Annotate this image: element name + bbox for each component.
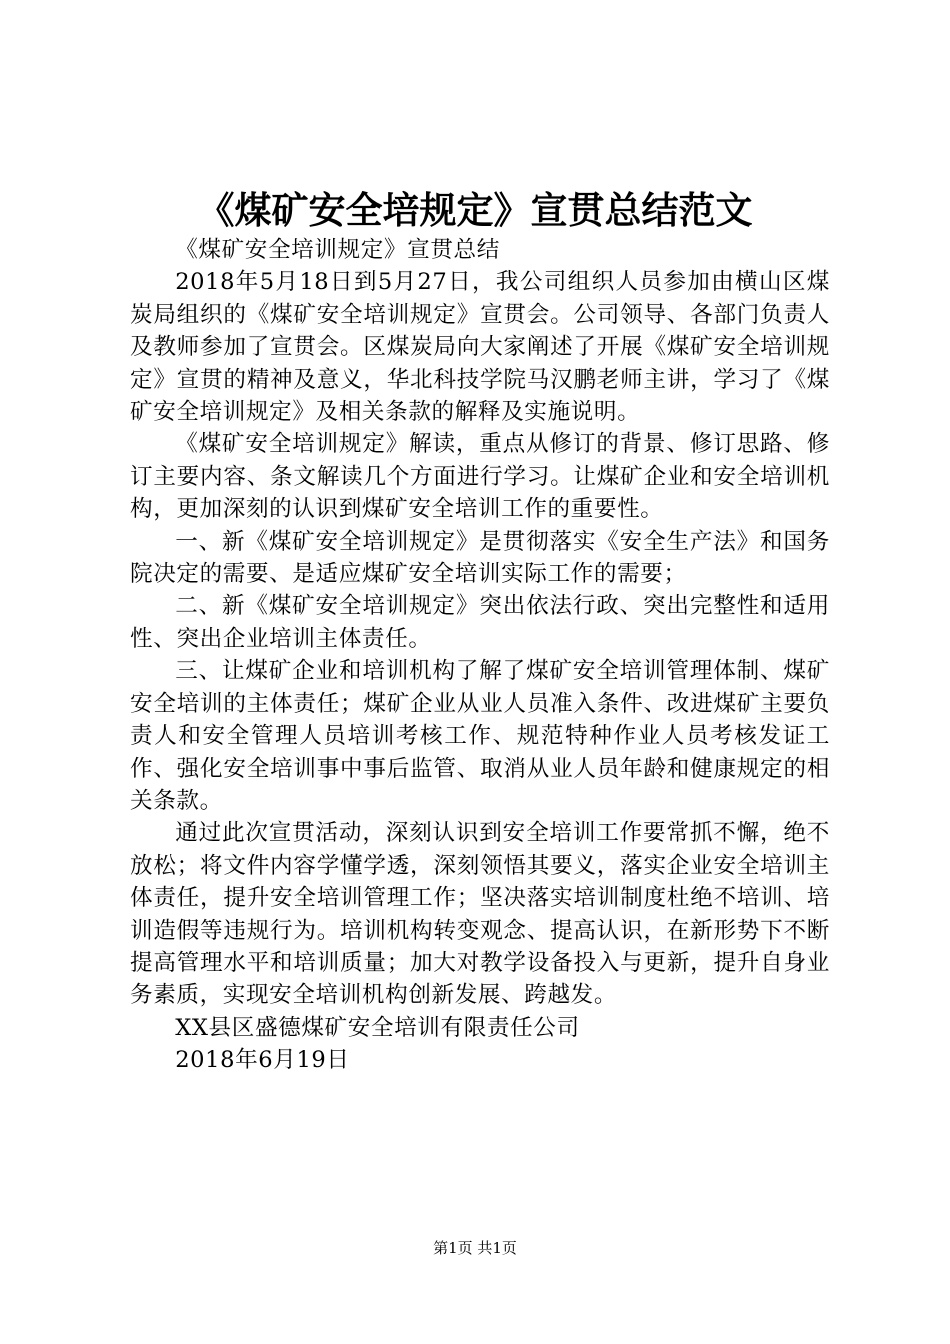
subtitle-paragraph: 《煤矿安全培训规定》宣贯总结 xyxy=(175,237,500,263)
body-paragraph: 三、让煤矿企业和培训机构了解了煤矿安全培训管理体制、煤矿安全培训的主体责任；煤矿企业从业人员准入条件、改进煤矿主要负责人和安全管理人员培训考核工作、规范特种作业人员考核发证工作、强化安全培训事中事后监管、取消从业人员年龄和健康规定的相关条款。 xyxy=(130,658,830,814)
body-paragraph: 二、新《煤矿安全培训规定》突出依法行政、突出完整性和适用性、突出企业培训主体责任。 xyxy=(130,593,830,652)
body-paragraph: 一、新《煤矿安全培训规定》是贯彻落实《安全生产法》和国务院决定的需要、是适应煤矿安全培训实际工作的需要； xyxy=(130,528,830,588)
body-paragraph: 通过此次宣贯活动，深刻认识到安全培训工作要常抓不懈，绝不放松；将文件内容学懂学透，深刻领悟其要义，落实企业安全培训主体责任，提升安全培训管理工作；坚决落实培训制度杜绝不培训、培训造假等违规行为。培训机构转变观念、提高认识，在新形势下不断提高管理水平和培训质量；加大对教学设备投入与更新，提升自身业务素质，实现安全培训机构创新发展、跨越发。 xyxy=(130,820,830,1009)
body-paragraph: 2018年5月18日到5月27日，我公司组织人员参加由横山区煤炭局组织的《煤矿安全培训规定》宣贯会。公司领导、各部门负责人及教师参加了宣贯会。区煤炭局向大家阐述了开展《煤矿安全培训规定》宣贯的精神及意义，华北科技学院马汉鹏老师主讲，学习了《煤矿安全培训规定》及相关条款的解释及实施说明。 xyxy=(130,269,830,426)
document-body xyxy=(130,234,830,1077)
signature-date: 2018年6月19日 xyxy=(175,1047,350,1074)
body-paragraph: 《煤矿安全培训规定》解读，重点从修订的背景、修订思路、修订主要内容、条文解读几个方面进行学习。让煤矿企业和安全培训机构，更加深刻的认识到煤矿安全培训工作的重要性。 xyxy=(130,431,830,523)
document-title: 《煤矿安全培规定》宣贯总结范文 xyxy=(197,188,753,232)
signature-company: XX县区盛德煤矿安全培训有限责任公司 xyxy=(175,1014,580,1041)
page-footer: 第1页 共1页 xyxy=(433,1239,517,1257)
